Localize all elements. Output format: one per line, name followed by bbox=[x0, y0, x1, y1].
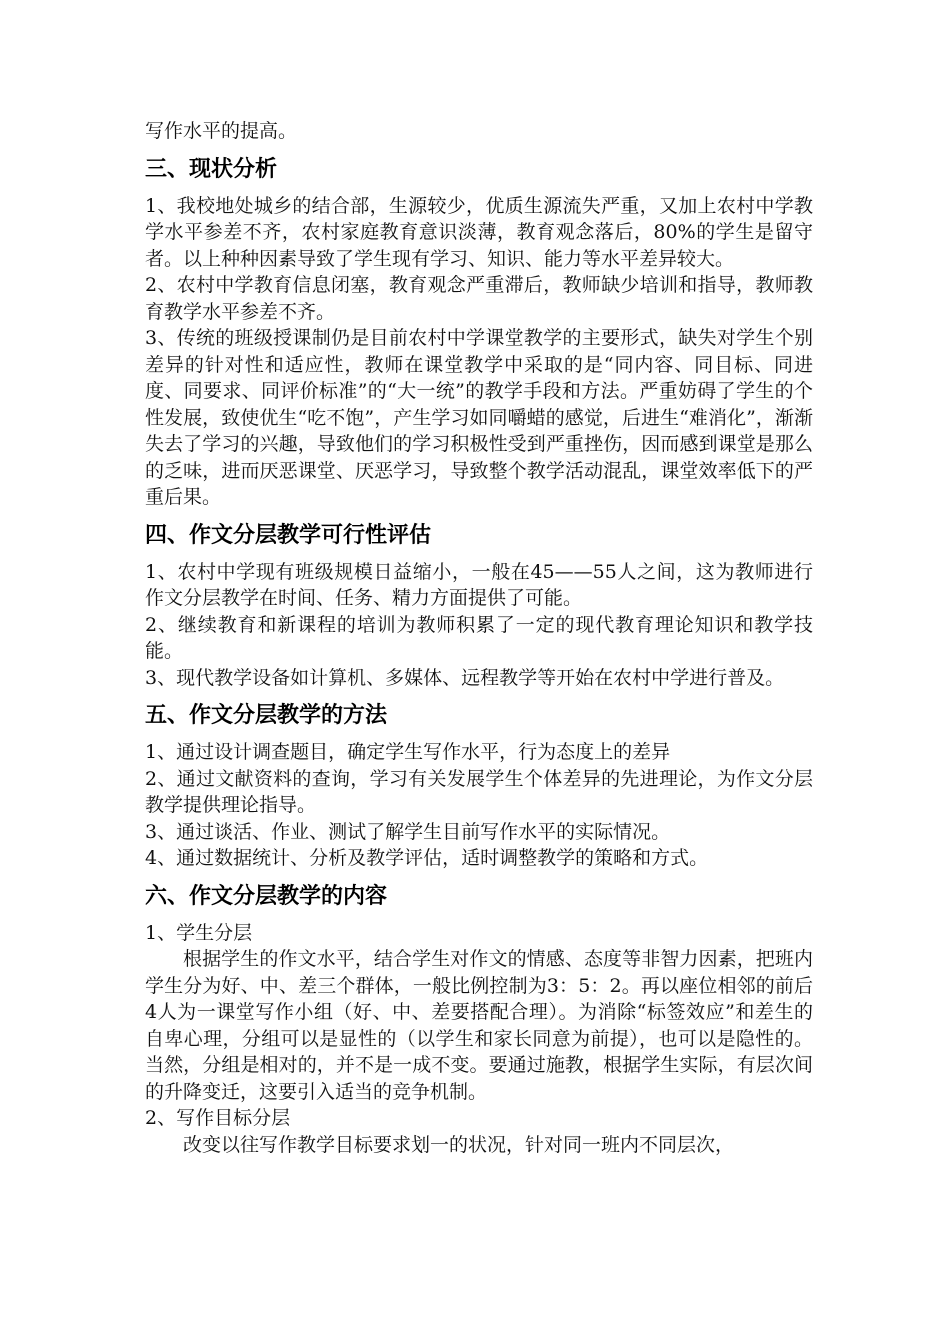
paragraph: 1、我校地处城乡的结合部，生源较少，优质生源流失严重，又加上农村中学教学水平参差不齐，农村家庭教育意识淡薄，教育观念落后，80%的学生是留守者。以上种种因素导致了学生现有学习、知识、能力等水平差异较大。 bbox=[145, 194, 813, 270]
section-heading-methods: 五、作文分层教学的方法 bbox=[145, 703, 388, 728]
paragraph: 2、通过文献资料的查询，学习有关发展学生个体差异的先进理论，为作文分层教学提供理论指导。 bbox=[145, 767, 813, 816]
subheading-goal-layering: 2、写作目标分层 bbox=[145, 1107, 291, 1129]
paragraph: 1、通过设计调查题目，确定学生写作水平，行为态度上的差异 bbox=[145, 741, 671, 763]
paragraph: 3、通过谈活、作业、测试了解学生目前写作水平的实际情况。 bbox=[145, 820, 671, 843]
section-heading-content: 六、作文分层教学的内容 bbox=[145, 883, 388, 909]
paragraph: 2、继续教育和新课程的培训为教师积累了一定的现代教育理论知识和教学技能。 bbox=[145, 613, 813, 662]
paragraph: 4、通过数据统计、分析及教学评估，适时调整教学的策略和方式。 bbox=[145, 847, 709, 869]
paragraph: 3、传统的班级授课制仍是目前农村中学课堂教学的主要形式，缺失对学生个别差异的针对性和适应性，教师在课堂教学中采取的是“同内容、同目标、同进度、同要求、同评价标准”的“大一统”的教学手段和方法。严重妨碍了学生的个性发展，致使优生“吃不饱”，产生学习如同嚼蜡的感觉，后进生“难消化”，渐渐失去了学习的兴趣，导致他们的学习积极性受到严重挫伤，因而感到课堂是那么的乏味，进而厌恶课堂、厌恶学习，导致整个教学活动混乱，课堂效率低下的严重后果。 bbox=[145, 327, 813, 508]
paragraph: 1、农村中学现有班级规模日益缩小，一般在45——55人之间，这为教师进行作文分层教学在时间、任务、精力方面提供了可能。 bbox=[145, 560, 813, 609]
paragraph: 改变以往写作教学目标要求划一的状况，针对同一班内不同层次， bbox=[183, 1133, 735, 1156]
section-heading-status-analysis: 三、现状分析 bbox=[145, 156, 278, 182]
section-heading-feasibility: 四、作文分层教学可行性评估 bbox=[145, 522, 432, 548]
lead-paragraph: 写作水平的提高。 bbox=[145, 120, 298, 142]
paragraph: 根据学生的作文水平，结合学生对作文的情感、态度等非智力因素，把班内学生分为好、中、差三个群体，一般比例控制为3：5：2。再以座位相邻的前后4人为一课堂写作小组（好、中、差要搭配合理）。为消除“标签效应”和差生的自卑心理，分组可以是显性的（以学生和家长同意为前提），也可以是隐性的。当然，分组是相对的，并不是一成不变。要通过施教，根据学生实际，有层次间的升降变迁，这要引入适当的竞争机制。 bbox=[145, 948, 813, 1103]
subheading-student-layering: 1、学生分层 bbox=[145, 921, 253, 944]
paragraph: 2、农村中学教育信息闭塞，教育观念严重滞后，教师缺少培训和指导，教师教育教学水平参差不齐。 bbox=[145, 274, 813, 323]
paragraph: 3、现代教学设备如计算机、多媒体、远程教学等开始在农村中学进行普及。 bbox=[145, 666, 785, 689]
document-page bbox=[145, 118, 813, 1158]
